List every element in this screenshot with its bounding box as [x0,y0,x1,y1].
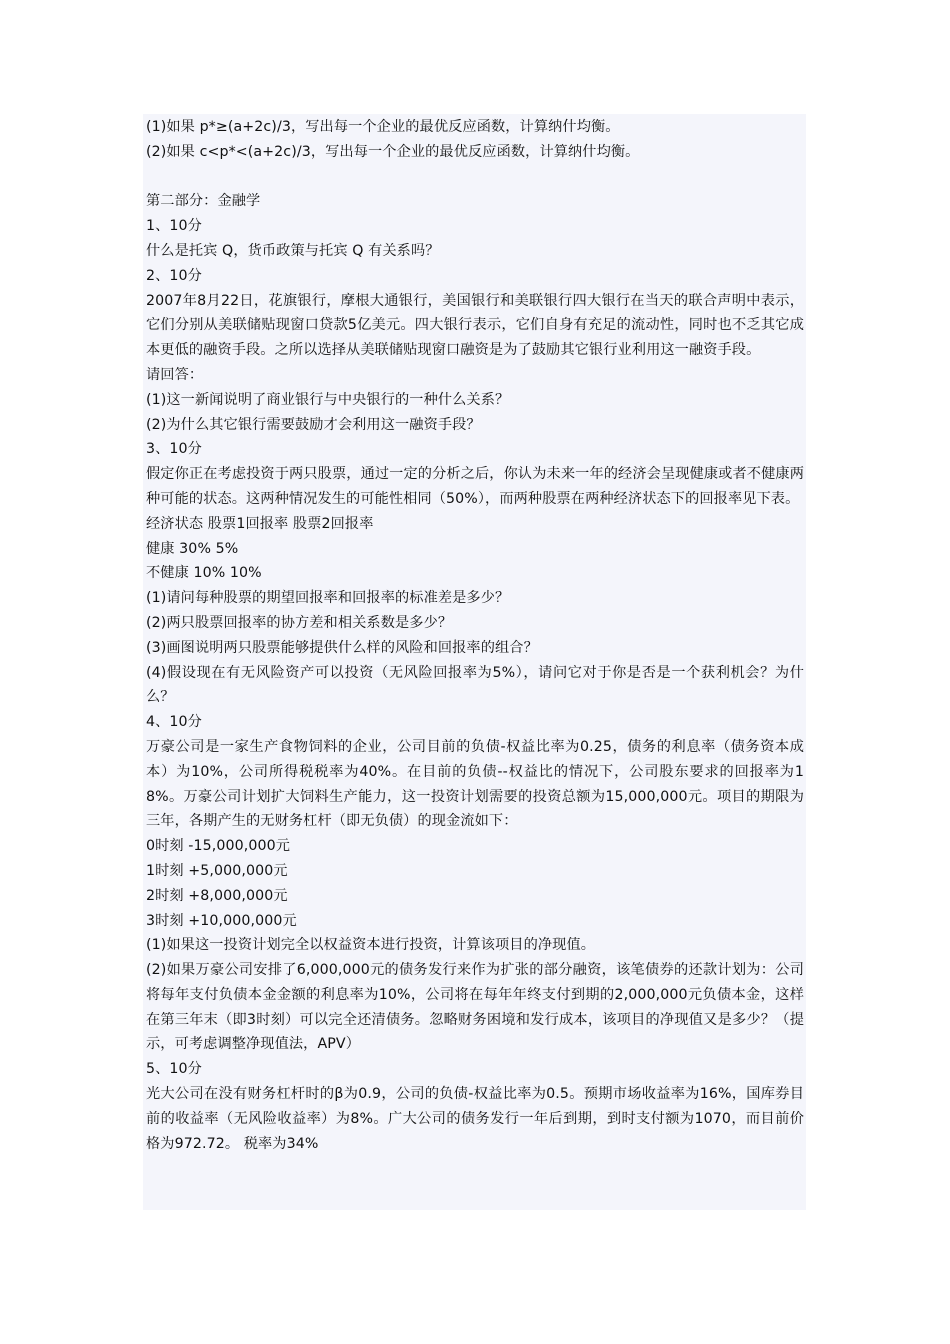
cashflow-line: 3时刻 +10,000,000元 [146,912,297,929]
section-title: 第二部分：金融学 [146,193,261,210]
table-row-line: 不健康 10% 10% [146,565,262,582]
text-line: 什么是托宾 Q，货币政策与托宾 Q 有关系吗？ [146,242,440,259]
cashflow-line: 0时刻 -15,000,000元 [146,838,291,855]
paragraph: (2)如果万豪公司安排了6,000,000元的债务发行来作为扩张的部分融资，该笔债券的还款计划为：公司将每年支付负债本金金额的利息率为10%，公司将在每年年终支付到期的2,000,000元负债本金，这样在第三年末（即3时刻）可以完全还清债务。忽略财务困境和发行成本，该项目的净现值又是多少？（提示，可考虑调整净现值法，APV） [146,962,804,1053]
document-page [143,114,806,1210]
table-header-line: 经济状态 股票1回报率 股票2回报率 [146,515,374,532]
question-heading: 2、10分 [146,267,202,284]
question-heading: 3、10分 [146,441,202,458]
paragraph: 光大公司在没有财务杠杆时的β为0.9，公司的负债-权益比率为0.5。预期市场收益率为16%，国库券目前的收益率（无风险收益率）为8%。广大公司的债务发行一年后到期，到时支付额为1070，而目前价格为972.72。 税率为34% [146,1086,804,1152]
text-line: (2)如果 c<p*<(a+2c)/3，写出每一个企业的最优反应函数，计算纳什均衡。 [146,143,640,160]
text-line: (3)画图说明两只股票能够提供什么样的风险和回报率的组合？ [146,639,538,656]
blank-line [146,165,804,190]
table-row-line: 健康 30% 5% [146,540,239,557]
text-line: 请回答： [146,366,204,383]
text-line: (1)如果 p*≥(a+2c)/3，写出每一个企业的最优反应函数，计算纳什均衡。 [146,119,620,135]
question-heading: 4、10分 [146,714,202,731]
cashflow-line: 1时刻 +5,000,000元 [146,862,288,879]
paragraph: (4)假设现在有无风险资产可以投资（无风险回报率为5%），请问它对于你是否是一个获利机会？为什么？ [146,664,804,706]
text-line: (1)如果这一投资计划完全以权益资本进行投资，计算该项目的净现值。 [146,937,596,954]
question-heading: 5、10分 [146,1061,202,1078]
text-line: (2)两只股票回报率的协方差和相关系数是多少？ [146,614,453,631]
text-line: (1)这一新闻说明了商业银行与中央银行的一种什么关系？ [146,391,510,408]
question-heading: 1、10分 [146,218,202,235]
text-line: (1)请问每种股票的期望回报率和回报率的标准差是多少？ [146,590,510,607]
paragraph: 假定你正在考虑投资于两只股票，通过一定的分析之后，你认为未来一年的经济会呈现健康或者不健康两种可能的状态。这两种情况发生的可能性相同（50%），而两种股票在两种经济状态下的回报率见下表。 [146,466,804,507]
paragraph: 万豪公司是一家生产食物饲料的企业，公司目前的负债-权益比率为0.25，债务的利息率（债务资本成本）为10%，公司所得税税率为40%。在目前的负债--权益比的情况下，公司股东要求的回报率为18%。万豪公司计划扩大饲料生产能力，这一投资计划需要的投资总额为15,000,000元。项目的期限为三年，各期产生的无财务杠杆（即无负债）的现金流如下： [146,738,804,830]
cashflow-line: 2时刻 +8,000,000元 [146,887,288,904]
paragraph: 2007年8月22日，花旗银行，摩根大通银行，美国银行和美联银行四大银行在当天的联合声明中表示，它们分别从美联储贴现窗口贷款5亿美元。四大银行表示，它们自身有充足的流动性，同时也不乏其它成本更低的融资手段。之所以选择从美联储贴现窗口融资是为了鼓励其它银行业利用这一融资手段。 [146,292,804,359]
text-line: (2)为什么其它银行需要鼓励才会利用这一融资手段？ [146,416,481,433]
